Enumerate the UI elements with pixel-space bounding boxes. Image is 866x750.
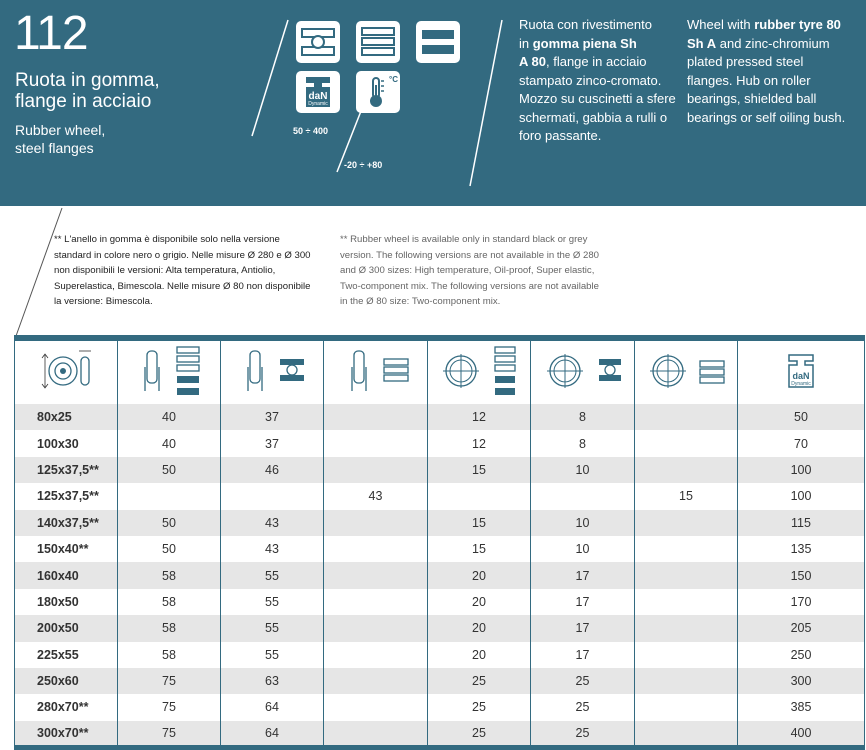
divider-slash	[250, 18, 290, 138]
title-italian: Ruota in gomma, flange in acciaio	[15, 70, 160, 112]
dan-load-icon	[296, 71, 340, 113]
load-cell: 25	[531, 694, 635, 720]
load-cell: 400	[738, 721, 865, 747]
table-header	[15, 338, 865, 404]
plain-bush-icon	[416, 21, 460, 63]
load-cell: 43	[324, 483, 428, 509]
load-cell: 20	[428, 642, 531, 668]
table-row	[15, 536, 865, 562]
product-code: 112	[14, 7, 88, 60]
load-cell: 250	[738, 642, 865, 668]
divider-slash	[468, 18, 504, 188]
dan-load-icon	[738, 338, 865, 404]
load-cell: 170	[738, 589, 865, 615]
load-cell: 40	[118, 430, 221, 456]
load-cell: 8	[531, 404, 635, 430]
load-cell	[635, 404, 738, 430]
size-cell: 180x50	[15, 589, 118, 615]
load-cell: 63	[221, 668, 324, 694]
load-cell: 15	[428, 536, 531, 562]
ball-bearing-fork-icon	[118, 338, 221, 404]
load-cell: 58	[118, 642, 221, 668]
load-cell	[531, 483, 635, 509]
load-cell: 17	[531, 589, 635, 615]
load-cell: 20	[428, 589, 531, 615]
table-row	[15, 668, 865, 694]
size-cell: 140x37,5**	[15, 510, 118, 536]
load-cell	[635, 615, 738, 641]
load-cell	[324, 562, 428, 588]
load-cell: 75	[118, 721, 221, 747]
load-cell: 100	[738, 483, 865, 509]
load-cell	[635, 536, 738, 562]
note-italian: ** L'anello in gomma è disponibile solo nella versione standard in colore nero o grigio. Nelle misure Ø 280 e Ø 300 non disponibili le versioni: Alta temperatura, Antiolio, Superelastica, Bimescola. Nelle misure Ø 80 non disponibile la versione: Bimescola.	[54, 234, 311, 307]
load-cell	[324, 589, 428, 615]
load-cell: 64	[221, 694, 324, 720]
size-cell: 225x55	[15, 642, 118, 668]
load-cell: 37	[221, 404, 324, 430]
size-cell: 280x70**	[15, 694, 118, 720]
load-cell: 10	[531, 457, 635, 483]
svg-text:daN: daN	[792, 371, 810, 381]
description-italian: Ruota con rivestimento in gomma piena Sh A 80, flange in acciaio stampato zinco-cromato. Mozzo su cuscinetti a sfere schermati, gabbia a rulli o foro passante.	[519, 17, 676, 143]
ball-bearing-icon	[296, 21, 340, 63]
load-cell: 75	[118, 668, 221, 694]
load-cell: 43	[221, 510, 324, 536]
table-row	[15, 562, 865, 588]
load-cell	[324, 404, 428, 430]
load-cell	[635, 721, 738, 747]
note-english: ** Rubber wheel is available only in standard black or grey version. The following versions are not available in the Ø 280 and Ø 300 sizes: High temperature, Oil-proof, Super elastic, Two-component mix. The following versions are not available in the Ø 80 size: Two-component mix.	[340, 234, 600, 307]
load-cell: 20	[428, 562, 531, 588]
bush-wheel-icon	[635, 338, 738, 404]
title-english: Rubber wheel, steel flanges	[15, 122, 106, 156]
load-cell: 46	[221, 457, 324, 483]
load-cell: 58	[118, 562, 221, 588]
size-cell: 300x70**	[15, 721, 118, 747]
table-row	[15, 589, 865, 615]
load-cell: 55	[221, 562, 324, 588]
load-cell: 15	[428, 510, 531, 536]
load-cell: 100	[738, 457, 865, 483]
load-cell: 10	[531, 510, 635, 536]
load-cell: 205	[738, 615, 865, 641]
table-row	[15, 721, 865, 747]
load-cell: 8	[531, 430, 635, 456]
load-cell	[635, 430, 738, 456]
load-cell	[324, 668, 428, 694]
load-cell: 58	[118, 589, 221, 615]
load-cell	[324, 642, 428, 668]
load-cell	[635, 668, 738, 694]
svg-text:Dynamic: Dynamic	[791, 381, 811, 387]
thermometer-icon	[356, 71, 400, 113]
load-cell: 55	[221, 589, 324, 615]
table-row	[15, 694, 865, 720]
load-cell: 385	[738, 694, 865, 720]
header-banner	[0, 0, 866, 206]
load-cell: 15	[635, 483, 738, 509]
load-cell	[428, 483, 531, 509]
size-cell: 125x37,5**	[15, 483, 118, 509]
load-cell: 20	[428, 615, 531, 641]
load-cell: 25	[428, 668, 531, 694]
load-cell	[635, 457, 738, 483]
load-cell	[221, 483, 324, 509]
table-row	[15, 404, 865, 430]
load-cell	[635, 694, 738, 720]
load-cell: 300	[738, 668, 865, 694]
load-cell	[324, 694, 428, 720]
svg-text:°C: °C	[389, 75, 398, 84]
load-cell: 17	[531, 562, 635, 588]
wheel-dimension-icon	[15, 338, 118, 404]
svg-text:Dynamic: Dynamic	[308, 101, 328, 107]
load-cell: 135	[738, 536, 865, 562]
load-cell: 25	[428, 694, 531, 720]
size-cell: 200x50	[15, 615, 118, 641]
size-cell: 150x40**	[15, 536, 118, 562]
load-cell: 37	[221, 430, 324, 456]
size-cell: 160x40	[15, 562, 118, 588]
bush-fork-icon	[324, 338, 428, 404]
roller-bearing-wheel-icon	[531, 338, 635, 404]
load-cell: 50	[118, 457, 221, 483]
table-row	[15, 457, 865, 483]
load-cell: 43	[221, 536, 324, 562]
load-cell: 55	[221, 615, 324, 641]
size-cell: 80x25	[15, 404, 118, 430]
load-cell	[635, 642, 738, 668]
roller-bearing-icon	[356, 21, 400, 63]
load-cell: 75	[118, 694, 221, 720]
load-cell	[324, 615, 428, 641]
table-row	[15, 483, 865, 509]
load-cell: 55	[221, 642, 324, 668]
load-cell: 58	[118, 615, 221, 641]
description-english: Wheel with rubber tyre 80 Sh A and zinc-chromium plated pressed steel flanges. Hub on roller bearings, shielded ball bearings or self oiling bush.	[687, 17, 846, 125]
load-table	[14, 335, 865, 750]
load-cell: 25	[531, 721, 635, 747]
size-cell: 250x60	[15, 668, 118, 694]
load-cell	[324, 721, 428, 747]
load-cell: 12	[428, 430, 531, 456]
table-row	[15, 642, 865, 668]
load-cell: 15	[428, 457, 531, 483]
load-cell: 17	[531, 642, 635, 668]
load-cell: 64	[221, 721, 324, 747]
load-cell	[118, 483, 221, 509]
temperature-range: -20 ÷ +80	[344, 160, 383, 170]
table-row	[15, 510, 865, 536]
load-cell	[324, 430, 428, 456]
load-cell: 50	[118, 510, 221, 536]
load-cell	[324, 457, 428, 483]
size-cell: 125x37,5**	[15, 457, 118, 483]
load-cell: 25	[531, 668, 635, 694]
load-cell: 12	[428, 404, 531, 430]
load-cell	[324, 510, 428, 536]
load-cell	[635, 562, 738, 588]
load-cell: 10	[531, 536, 635, 562]
load-cell: 70	[738, 430, 865, 456]
load-cell	[635, 589, 738, 615]
load-cell	[635, 510, 738, 536]
load-cell	[324, 536, 428, 562]
load-cell: 25	[428, 721, 531, 747]
load-range: 50 ÷ 400	[293, 126, 328, 136]
svg-text:daN: daN	[308, 91, 328, 102]
load-cell: 150	[738, 562, 865, 588]
table-row	[15, 430, 865, 456]
ball-bearing-wheel-icon	[428, 338, 531, 404]
roller-bearing-fork-icon	[221, 338, 324, 404]
size-cell: 100x30	[15, 430, 118, 456]
table-row	[15, 615, 865, 641]
load-cell: 50	[118, 536, 221, 562]
load-cell: 17	[531, 615, 635, 641]
load-cell: 50	[738, 404, 865, 430]
load-cell: 40	[118, 404, 221, 430]
load-cell: 115	[738, 510, 865, 536]
